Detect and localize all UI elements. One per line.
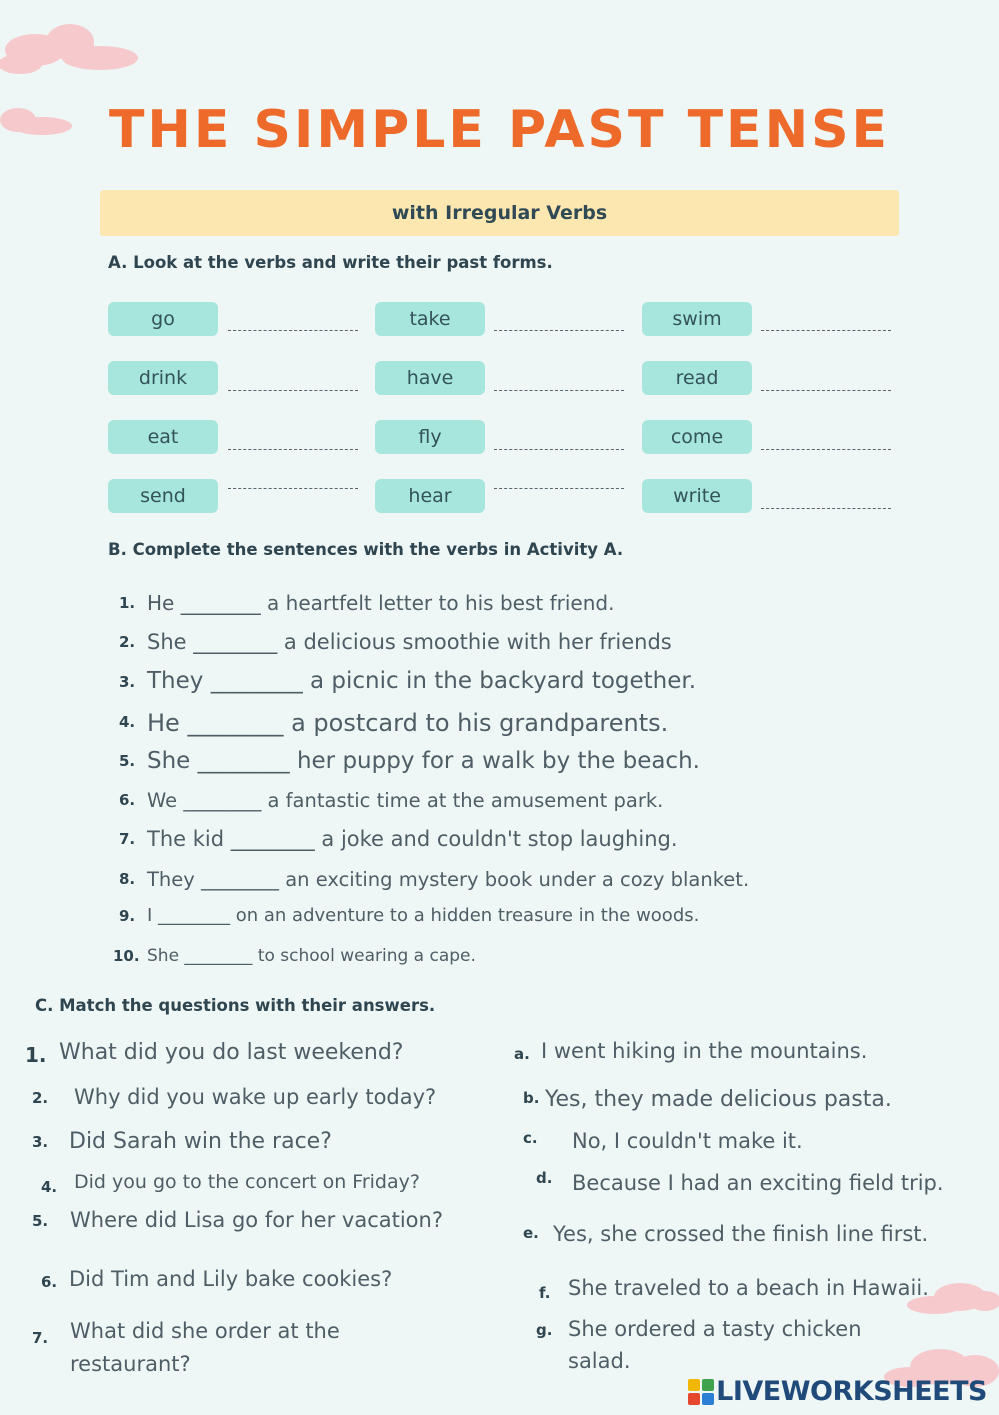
answer-letter: f.	[539, 1284, 551, 1302]
answer-blank-fly[interactable]	[494, 449, 624, 450]
sentence-text: He ________ a heartfelt letter to his best friend.	[147, 591, 615, 615]
answer-text: No, I couldn't make it.	[572, 1129, 803, 1153]
verb-chip-come: come	[642, 420, 752, 454]
question-text: What did she order at the	[70, 1319, 340, 1343]
verb-chip-write: write	[642, 479, 752, 513]
answer-blank-have[interactable]	[494, 390, 624, 391]
sentence-text: She ________ a delicious smoothie with her friends	[147, 630, 672, 654]
answer-letter: b.	[523, 1089, 540, 1107]
answer-blank-go[interactable]	[228, 330, 358, 331]
sentence-number: 5.	[119, 752, 136, 770]
answer-text: Yes, she crossed the finish line first.	[553, 1222, 929, 1246]
answer-letter: c.	[523, 1129, 538, 1147]
verb-chip-have: have	[375, 361, 485, 395]
question-number: 1.	[25, 1043, 47, 1067]
sentence-text: I ________ on an adventure to a hidden treasure in the woods.	[147, 905, 700, 926]
answer-letter: d.	[536, 1169, 553, 1187]
liveworksheets-icon	[688, 1379, 714, 1405]
sentence-number: 9.	[119, 907, 136, 925]
question-number: 5.	[32, 1212, 49, 1230]
sentence-number: 10.	[113, 947, 140, 965]
subtitle-banner: with Irregular Verbs	[100, 190, 899, 236]
answer-text: I went hiking in the mountains.	[541, 1039, 868, 1063]
answer-blank-eat[interactable]	[228, 449, 358, 450]
verb-chip-drink: drink	[108, 361, 218, 395]
answer-blank-hear[interactable]	[494, 488, 624, 489]
question-text-continued: restaurant?	[70, 1352, 191, 1376]
sentence-text: She ________ to school wearing a cape.	[147, 946, 476, 966]
question-text: Why did you wake up early today?	[74, 1085, 437, 1109]
sentence-text: They ________ a picnic in the backyard together.	[147, 668, 697, 694]
sentence-number: 1.	[119, 594, 136, 612]
answer-letter: e.	[523, 1224, 539, 1242]
sentence-text: He ________ a postcard to his grandparents.	[147, 709, 669, 737]
verb-chip-eat: eat	[108, 420, 218, 454]
answer-letter: a.	[514, 1045, 530, 1063]
answer-blank-send[interactable]	[228, 488, 358, 489]
liveworksheets-logo[interactable]	[688, 1376, 987, 1407]
question-number: 3.	[32, 1133, 49, 1151]
cloud-decoration-top-left	[0, 20, 145, 85]
sentence-text: They ________ an exciting mystery book under a cozy blanket.	[147, 868, 750, 891]
question-number: 7.	[32, 1329, 49, 1347]
answer-text-continued: salad.	[568, 1349, 631, 1373]
question-text: What did you do last weekend?	[59, 1040, 404, 1065]
verb-chip-go: go	[108, 302, 218, 336]
question-text: Did Sarah win the race?	[69, 1129, 332, 1154]
verb-chip-read: read	[642, 361, 752, 395]
answer-blank-read[interactable]	[761, 390, 891, 391]
question-number: 2.	[32, 1089, 49, 1107]
section-c-heading: C. Match the questions with their answers.	[35, 996, 436, 1015]
verb-chip-take: take	[375, 302, 485, 336]
question-number: 4.	[41, 1178, 58, 1196]
answer-blank-come[interactable]	[761, 449, 891, 450]
sentence-number: 6.	[119, 791, 136, 809]
verb-chip-hear: hear	[375, 479, 485, 513]
answer-letter: g.	[536, 1321, 553, 1339]
answer-blank-take[interactable]	[494, 330, 624, 331]
question-text: Did you go to the concert on Friday?	[74, 1171, 420, 1193]
question-text: Where did Lisa go for her vacation?	[70, 1208, 443, 1232]
question-text: Did Tim and Lily bake cookies?	[69, 1267, 393, 1291]
logo-text: LIVEWORKSHEETS	[716, 1376, 987, 1407]
answer-blank-write[interactable]	[761, 508, 891, 509]
question-number: 6.	[41, 1273, 58, 1291]
answer-blank-swim[interactable]	[761, 330, 891, 331]
answer-text: Because I had an exciting field trip.	[572, 1171, 944, 1195]
sentence-number: 3.	[119, 673, 136, 691]
sentence-text: She ________ her puppy for a walk by the beach.	[147, 748, 700, 774]
verb-chip-fly: fly	[375, 420, 485, 454]
sentence-number: 7.	[119, 830, 136, 848]
verb-chip-send: send	[108, 479, 218, 513]
answer-text: She traveled to a beach in Hawaii.	[568, 1276, 929, 1300]
answer-text: She ordered a tasty chicken	[568, 1317, 862, 1341]
answer-text: Yes, they made delicious pasta.	[545, 1087, 892, 1112]
sentence-number: 8.	[119, 870, 136, 888]
section-a-heading: A. Look at the verbs and write their past forms.	[108, 253, 553, 272]
page-title: THE SIMPLE PAST TENSE	[108, 100, 891, 160]
sentence-number: 4.	[119, 713, 136, 731]
section-b-heading: B. Complete the sentences with the verbs in Activity A.	[108, 540, 624, 559]
verb-chip-swim: swim	[642, 302, 752, 336]
answer-blank-drink[interactable]	[228, 390, 358, 391]
sentence-number: 2.	[119, 633, 136, 651]
sentence-text: We ________ a fantastic time at the amusement park.	[147, 789, 664, 812]
sentence-text: The kid ________ a joke and couldn't stop laughing.	[147, 827, 678, 851]
